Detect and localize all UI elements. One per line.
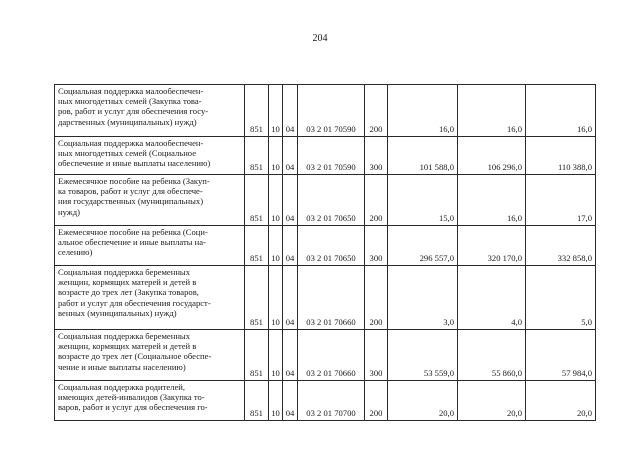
target-code: 03 2 01 70660: [298, 266, 365, 330]
table-body: [55, 85, 596, 421]
description-line: женщин, кормящих матерей и детей в: [58, 277, 197, 288]
section-code: 10: [269, 226, 283, 266]
amount-year-2: 55 860,0: [458, 330, 526, 381]
expense-type-code: 300: [365, 330, 388, 381]
expense-type-code: 200: [365, 175, 388, 226]
budget-table: [54, 84, 596, 421]
description-line: Ежемесячное пособие на ребенка (Соци-: [58, 227, 208, 237]
amount-year-1: 20,0: [388, 381, 458, 421]
amount-year-3: 57 984,0: [526, 330, 596, 381]
description-line: Ежемесячное пособие на ребенка (Закуп-: [58, 176, 210, 186]
ministry-code: 851: [245, 137, 269, 175]
amount-year-2: 16,0: [458, 85, 526, 137]
description-line: ных многодетных семей (Закупка това-: [58, 96, 202, 107]
description-line: ных многодетных семей (Социальное: [58, 148, 197, 159]
expense-type-code: 200: [365, 266, 388, 330]
amount-year-1: 53 559,0: [388, 330, 458, 381]
amount-year-2: 20,0: [458, 381, 526, 421]
table-row: [55, 85, 596, 137]
section-code: 10: [269, 175, 283, 226]
subsection-code: 04: [283, 226, 298, 266]
subsection-code: 04: [283, 175, 298, 226]
expense-type-code: 200: [365, 381, 388, 421]
amount-year-3: 16,0: [526, 85, 596, 137]
table-row: [55, 330, 596, 381]
subsection-code: 04: [283, 85, 298, 137]
section-code: 10: [269, 85, 283, 137]
description-line: чение и иные выплаты населению): [58, 361, 186, 372]
section-code: 10: [269, 381, 283, 421]
amount-year-1: 3,0: [388, 266, 458, 330]
subsection-code: 04: [283, 266, 298, 330]
description-line: имеющих детей-инвалидов (Закупка то-: [58, 392, 205, 403]
ministry-code: 851: [245, 381, 269, 421]
table-row: [55, 137, 596, 175]
amount-year-3: 110 388,0: [526, 137, 596, 175]
subsection-code: 04: [283, 137, 298, 175]
section-code: 10: [269, 266, 283, 330]
ministry-code: 851: [245, 330, 269, 381]
ministry-code: 851: [245, 226, 269, 266]
description-line: возрасте до трех лет (Социальное обеспе-: [58, 351, 212, 362]
row-description: [55, 85, 245, 137]
description-line: варов, работ и услуг для обеспечения го-: [58, 402, 208, 413]
target-code: 03 2 01 70590: [298, 85, 365, 137]
description-line: Социальная поддержка беременных: [58, 331, 190, 341]
amount-year-3: 5,0: [526, 266, 596, 330]
subsection-code: 04: [283, 381, 298, 421]
expense-type-code: 200: [365, 85, 388, 137]
amount-year-1: 16,0: [388, 85, 458, 137]
row-description: [55, 175, 245, 226]
amount-year-1: 15,0: [388, 175, 458, 226]
ministry-code: 851: [245, 175, 269, 226]
row-description: [55, 226, 245, 266]
description-line: Социальная поддержка беременных: [58, 267, 190, 277]
target-code: 03 2 01 70700: [298, 381, 365, 421]
page-number: 204: [312, 33, 328, 44]
target-code: 03 2 01 70590: [298, 137, 365, 175]
description-line: Социальная поддержка родителей,: [58, 382, 186, 392]
expense-type-code: 300: [365, 137, 388, 175]
table-row: [55, 266, 596, 330]
description-line: Социальная поддержка малообеспечен-: [58, 138, 204, 148]
target-code: 03 2 01 70650: [298, 175, 365, 226]
description-line: Социальная поддержка малообеспечен-: [58, 86, 204, 96]
amount-year-2: 16,0: [458, 175, 526, 226]
section-code: 10: [269, 137, 283, 175]
description-line: возрасте до трех лет (Закупка товаров,: [58, 287, 199, 298]
amount-year-2: 106 296,0: [458, 137, 526, 175]
row-description: [55, 330, 245, 381]
ministry-code: 851: [245, 266, 269, 330]
amount-year-3: 20,0: [526, 381, 596, 421]
row-description: [55, 137, 245, 175]
description-line: альное обеспечение и иные выплаты на-: [58, 237, 206, 248]
amount-year-3: 17,0: [526, 175, 596, 226]
amount-year-1: 101 588,0: [388, 137, 458, 175]
expense-type-code: 300: [365, 226, 388, 266]
description-line: работ и услуг для обеспечения государст-: [58, 297, 211, 308]
section-code: 10: [269, 330, 283, 381]
description-line: обеспечение и иные выплаты населению): [58, 158, 211, 169]
description-line: селению): [58, 247, 93, 258]
amount-year-1: 296 557,0: [388, 226, 458, 266]
description-line: нужд): [58, 206, 80, 217]
row-description: [55, 266, 245, 330]
amount-year-2: 320 170,0: [458, 226, 526, 266]
subsection-code: 04: [283, 330, 298, 381]
table-row: [55, 226, 596, 266]
description-line: ров, работ и услуг для обеспечения госу-: [58, 106, 209, 117]
table-row: [55, 175, 596, 226]
table-row: [55, 381, 596, 421]
description-line: женщин, кормящих матерей и детей в: [58, 341, 197, 352]
description-line: венных (муниципальных) нужд): [58, 307, 177, 318]
target-code: 03 2 01 70650: [298, 226, 365, 266]
description-line: ния государственных (муниципальных): [58, 196, 204, 207]
ministry-code: 851: [245, 85, 269, 137]
description-line: дарственных (муниципальных) нужд): [58, 116, 197, 127]
amount-year-2: 4,0: [458, 266, 526, 330]
row-description: [55, 381, 245, 421]
amount-year-3: 332 858,0: [526, 226, 596, 266]
target-code: 03 2 01 70660: [298, 330, 365, 381]
description-line: ка товаров, работ и услуг для обеспече-: [58, 186, 203, 197]
